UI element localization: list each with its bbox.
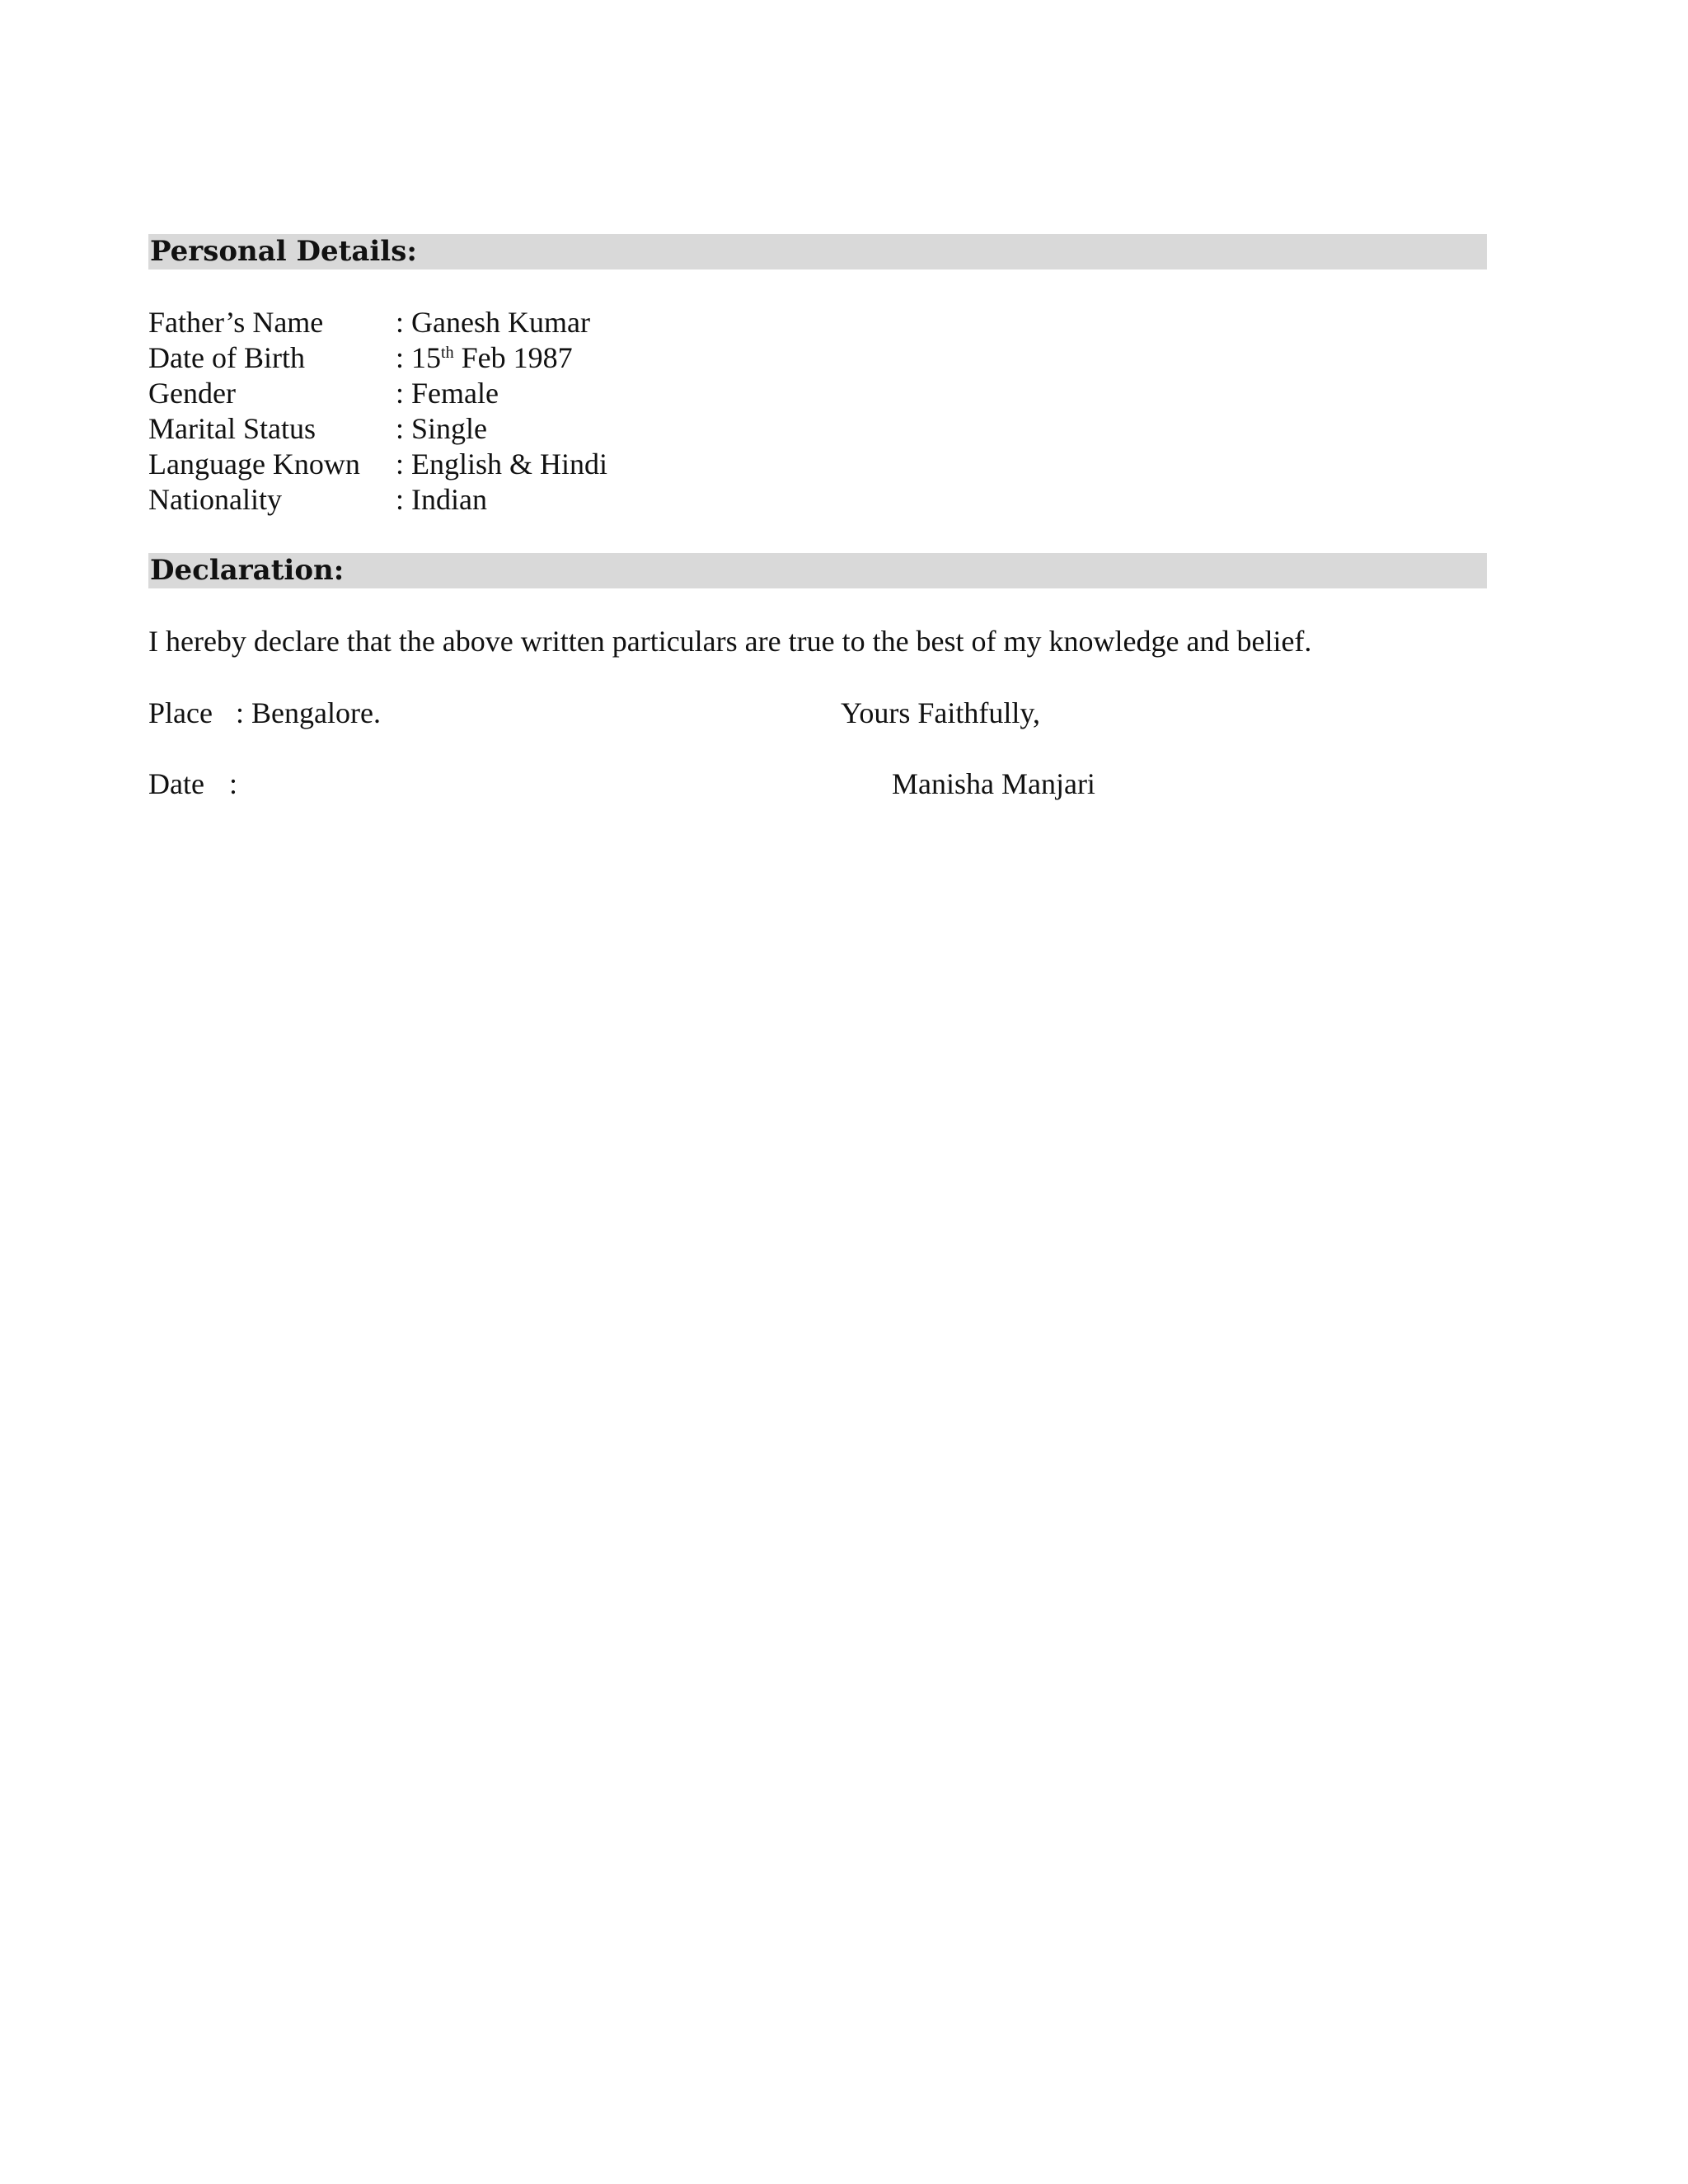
detail-row-marital-status [148, 411, 890, 447]
declaration-heading: Declaration: [148, 553, 1487, 588]
personal-details-heading: Personal Details: [148, 234, 1487, 269]
detail-row-language-known [148, 447, 890, 482]
dob-month-year: Feb 1987 [453, 341, 573, 374]
detail-row-gender [148, 376, 890, 411]
detail-label: Marital Status [148, 412, 316, 445]
detail-row-nationality [148, 482, 890, 518]
declaration-statement: I hereby declare that the above written particulars are true to the best of my knowledge and belief. [148, 625, 1312, 658]
detail-label: Language Known [148, 448, 360, 480]
place-label: Place [148, 696, 213, 729]
closing-salutation: Yours Faithfully, [841, 696, 1041, 729]
detail-value: : Single [396, 412, 488, 445]
detail-label: Date of Birth [148, 341, 305, 374]
detail-label: Nationality [148, 483, 282, 516]
dob-ordinal: th [441, 344, 454, 362]
detail-label: Father’s Name [148, 306, 324, 339]
detail-value: : Female [396, 377, 499, 410]
detail-value: : Ganesh Kumar [396, 306, 590, 339]
detail-row-date-of-birth [148, 340, 890, 376]
date-value: : [229, 767, 238, 800]
detail-value: : Indian [396, 483, 487, 516]
detail-value: : English & Hindi [396, 448, 608, 480]
place-value: : Bengalore. [236, 696, 381, 729]
dob-day: : 15 [396, 341, 442, 374]
signature-name: Manisha Manjari [892, 767, 1095, 800]
personal-details-list [148, 305, 890, 518]
date-label: Date [148, 767, 204, 800]
detail-row-fathers-name [148, 305, 890, 340]
detail-label: Gender [148, 377, 236, 410]
detail-value [396, 340, 573, 376]
